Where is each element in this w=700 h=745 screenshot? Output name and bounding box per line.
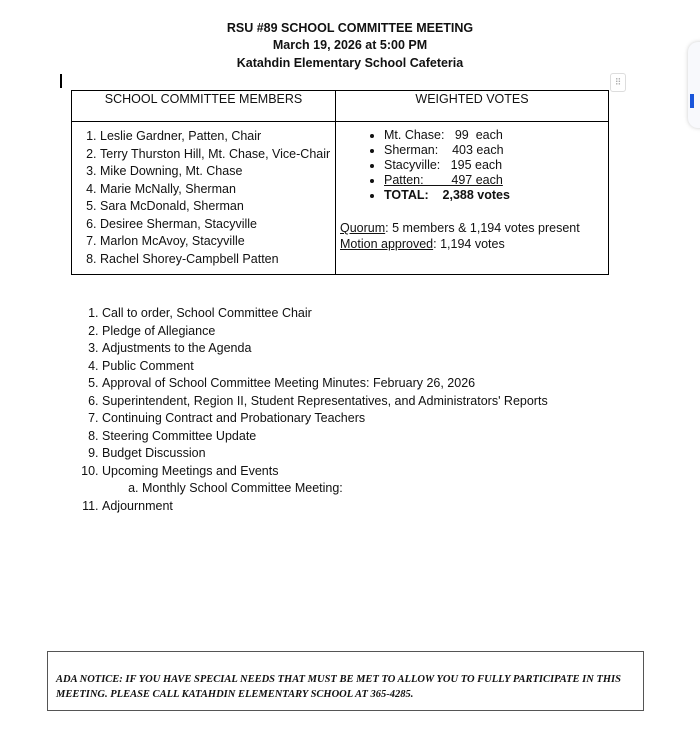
agenda-item: 4. Public Comment: [102, 358, 548, 376]
vote: • Patten: 497 each: [384, 173, 604, 188]
motion-label: Motion approved: [340, 237, 434, 251]
member: 5. Sara McDonald, Sherman: [100, 198, 331, 216]
member: 4. Marie McNally, Sherman: [100, 181, 331, 199]
table-drag-handle-icon[interactable]: ⠿: [610, 73, 626, 92]
vote: • Sherman: 403 each: [384, 143, 604, 158]
motion-text: : 1,194 votes: [433, 237, 505, 251]
text-cursor: [60, 74, 62, 88]
votes-header: WEIGHTED VOTES: [336, 91, 609, 122]
vote: • Mt. Chase: 99 each: [384, 128, 604, 143]
vote: • Stacyville: 195 each: [384, 158, 604, 173]
quorum-label: Quorum: [340, 221, 386, 235]
agenda-item: 7. Continuing Contract and Probationary Teachers: [102, 410, 548, 428]
quorum-text: : 5 members & 1,194 votes present: [385, 221, 580, 235]
member: 7. Marlon McAvoy, Stacyville: [100, 233, 331, 251]
agenda-item: 2. Pledge of Allegiance: [102, 323, 548, 341]
side-panel[interactable]: [688, 42, 700, 128]
agenda-subitem: a. Monthly School Committee Meeting:: [142, 480, 548, 498]
votes-list: [340, 128, 604, 203]
agenda-item: 10. Upcoming Meetings and Events a. Monthly School Committee Meeting:: [102, 463, 548, 498]
members-header: SCHOOL COMMITTEE MEMBERS: [72, 91, 336, 122]
agenda: [82, 305, 548, 515]
member: 3. Mike Downing, Mt. Chase: [100, 163, 331, 181]
member: 6. Desiree Sherman, Stacyville: [100, 216, 331, 234]
member: 1. Leslie Gardner, Patten, Chair: [100, 128, 331, 146]
member: 8. Rachel Shorey-Campbell Patten: [100, 251, 331, 269]
meeting-location: Katahdin Elementary School Cafeteria: [236, 56, 464, 70]
member: 2. Terry Thurston Hill, Mt. Chase, Vice-Chair: [100, 146, 331, 164]
agenda-item: 3. Adjustments to the Agenda: [102, 340, 548, 358]
agenda-item: 5. Approval of School Committee Meeting Minutes: February 26, 2026: [102, 375, 548, 393]
doc-title: RSU #89 SCHOOL COMMITTEE MEETING: [226, 21, 474, 35]
members-votes-table: [71, 90, 609, 275]
agenda-item: 11. Adjournment: [102, 498, 548, 516]
agenda-item: 6. Superintendent, Region II, Student Representatives, and Administrators' Reports: [102, 393, 548, 411]
agenda-item: 9. Budget Discussion: [102, 445, 548, 463]
members-list: [76, 128, 331, 268]
agenda-item: 1. Call to order, School Committee Chair: [102, 305, 548, 323]
meeting-date: March 19, 2026 at 5:00 PM: [272, 38, 428, 52]
vote-total: • TOTAL: 2,388 votes: [384, 188, 604, 203]
agenda-item: 8. Steering Committee Update: [102, 428, 548, 446]
ada-notice: ADA NOTICE: IF YOU HAVE SPECIAL NEEDS THAT MUST BE MET TO ALLOW YOU TO FULLY PARTICIPATE IN THIS MEETING. PLEASE CALL KATAHDIN ELEMENTARY SCHOOL AT 365-4285.: [47, 651, 644, 711]
